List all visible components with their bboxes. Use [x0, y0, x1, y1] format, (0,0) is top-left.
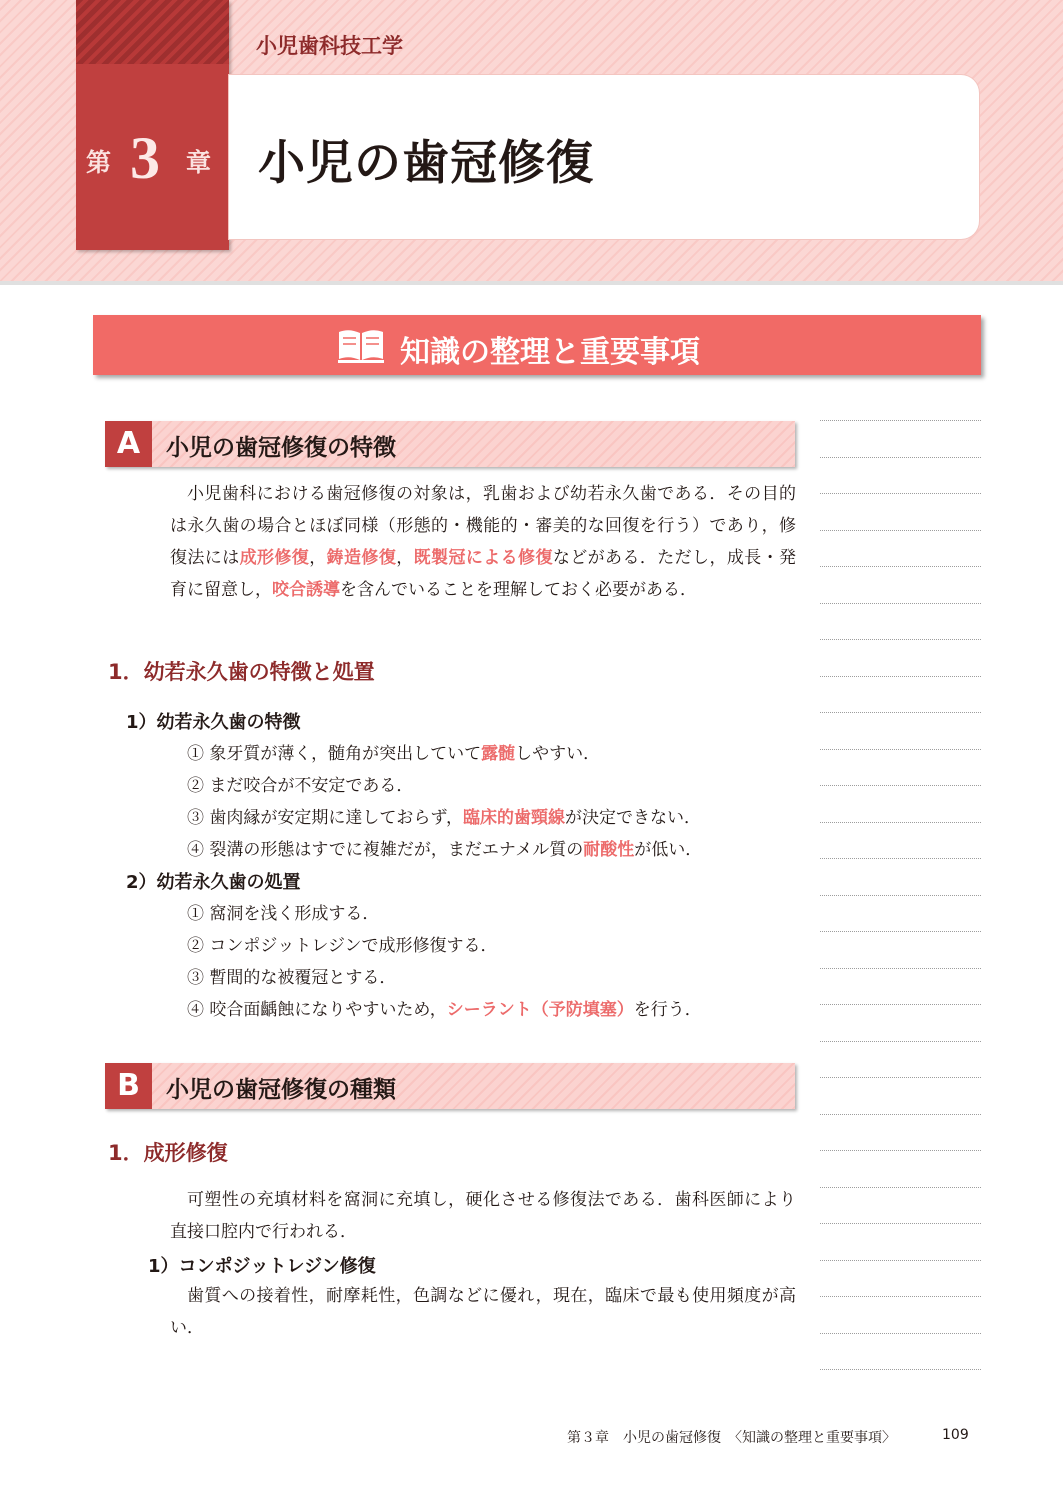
note-line	[820, 1223, 981, 1224]
chapter-block-stripe	[76, 0, 229, 64]
series-title: 小児歯科技工学	[256, 34, 403, 58]
subheading-a1-2: 2）幼若永久歯の処置	[126, 872, 301, 893]
subheading-b1-1: 1）コンポジットレジン修復	[148, 1256, 376, 1277]
section-a-title: 小児の歯冠修復の特徴	[166, 435, 396, 461]
composite-paragraph: 歯質への接着性，耐摩耗性，色調などに優れ，現在，臨床で最も使用頻度が高い．	[170, 1286, 796, 1338]
note-line	[820, 749, 981, 750]
list-item: ② まだ咬合が不安定である．	[187, 776, 414, 796]
list-item: ② コンポジットレジンで成形修復する．	[187, 936, 498, 956]
heading-a1: 1．幼若永久歯の特徴と処置	[108, 660, 375, 684]
section-a-letter: A	[105, 421, 152, 467]
note-line	[820, 1041, 981, 1042]
chapter-number: 3	[130, 125, 160, 191]
list-item: ④ 裂溝の形態はすでに複雑だが，まだエナメル質の耐酸性が低い．	[187, 840, 703, 860]
note-line	[820, 858, 981, 859]
note-line	[820, 603, 981, 604]
subheading-a1-1: 1）幼若永久歯の特徴	[126, 712, 301, 733]
keyword-seikei: 成形修復	[239, 548, 310, 568]
list-item: ① 象牙質が薄く，髄角が突出していて露髄しやすい．	[187, 744, 601, 764]
note-line	[820, 931, 981, 932]
note-line	[820, 1369, 981, 1370]
note-line	[820, 566, 981, 567]
note-line	[820, 1114, 981, 1115]
footer-chapter-info: 第３章 小児の歯冠修復 〈知識の整理と重要事項〉	[567, 1430, 896, 1446]
list-item: ③ 暫間的な被覆冠とする．	[187, 968, 397, 988]
note-line	[820, 968, 981, 969]
note-line	[820, 1260, 981, 1261]
list-item: ① 窩洞を浅く形成する．	[187, 904, 380, 924]
note-line	[820, 1077, 981, 1078]
note-line	[820, 420, 981, 421]
section-b-paragraph: 可塑性の充填材料を窩洞に充填し，硬化させる修復法である．歯科医師により直接口腔内で行われる．	[170, 1190, 796, 1242]
note-line	[820, 1187, 981, 1188]
note-line	[820, 676, 981, 677]
note-lines	[820, 400, 981, 1400]
note-line	[820, 1333, 981, 1334]
note-line	[820, 493, 981, 494]
note-line	[820, 895, 981, 896]
section-b-title: 小児の歯冠修復の種類	[166, 1077, 396, 1103]
note-line	[820, 1296, 981, 1297]
note-line	[820, 785, 981, 786]
chapter-title: 小児の歯冠修復	[258, 136, 594, 191]
page-number: 109	[942, 1427, 969, 1443]
chapter-suffix: 章	[186, 148, 212, 177]
list-item: ③ 歯肉縁が安定期に達しておらず，臨床的歯頸線が決定できない．	[187, 808, 702, 828]
list-item: ④ 咬合面齲蝕になりやすいため，シーラント（予防填塞）を行う．	[187, 1000, 702, 1020]
keyword-chuzo: 鋳造修復	[326, 548, 397, 568]
note-line	[820, 1150, 981, 1151]
note-line	[820, 822, 981, 823]
chapter-prefix: 第	[86, 148, 112, 177]
note-line	[820, 712, 981, 713]
banner-title: 知識の整理と重要事項	[400, 335, 700, 370]
keyword-kogo-yudo: 咬合誘導	[272, 580, 340, 600]
note-line	[820, 530, 981, 531]
note-line	[820, 639, 981, 640]
section-a-intro: 小児歯科における歯冠修復の対象は，乳歯および幼若永久歯である．その目的は永久歯の場合とほぼ同様（形態的・機能的・審美的な回復を行う）であり，修復法には成形修復，鋳造修復，既製冠による修復などがある．ただし，成長・発育に留意し，咬合誘導を含んでいることを理解しておく必要がある．	[170, 484, 797, 600]
note-line	[820, 1004, 981, 1005]
section-b-letter: B	[105, 1063, 152, 1109]
heading-b1: 1．成形修復	[108, 1141, 228, 1165]
open-book-icon	[337, 326, 385, 364]
note-line	[820, 457, 981, 458]
keyword-kiseikan: 既製冠による修復	[413, 548, 553, 568]
